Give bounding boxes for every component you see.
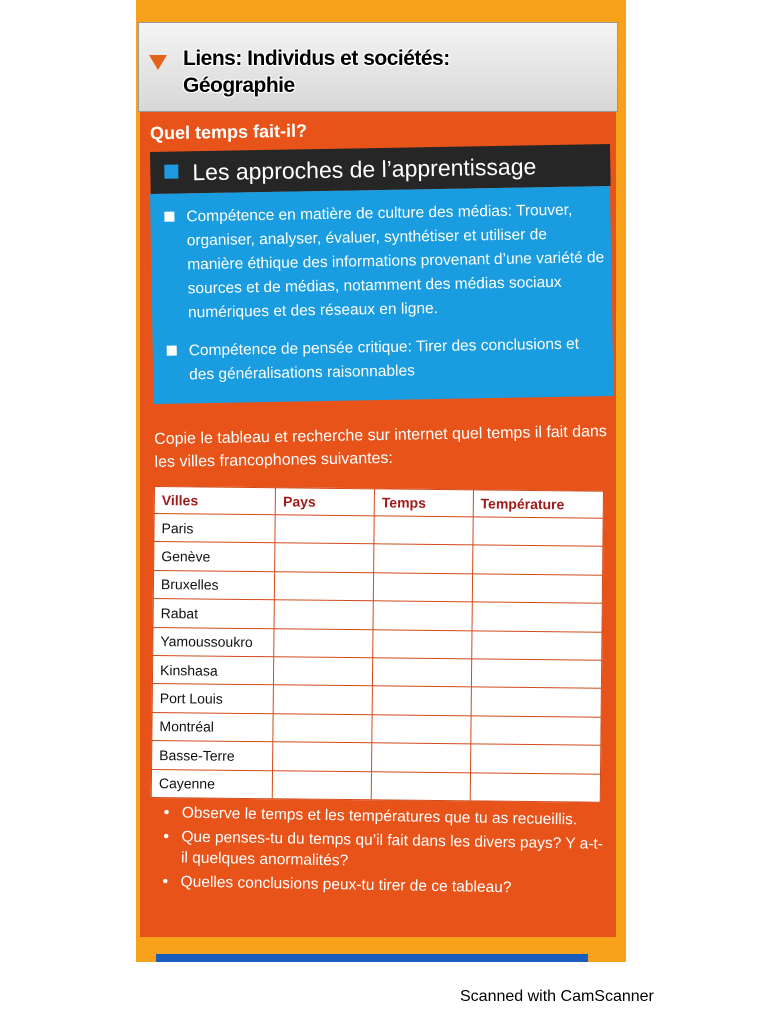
bullet-dot-icon: • — [162, 873, 169, 891]
city-cell: Bruxelles — [153, 570, 275, 600]
city-cell: Cayenne — [151, 769, 273, 799]
triangle-icon — [149, 55, 167, 70]
empty-cell — [275, 543, 374, 572]
empty-cell — [470, 772, 601, 802]
empty-cell — [373, 573, 472, 602]
empty-cell — [374, 544, 473, 573]
liens-banner — [138, 22, 618, 112]
square-icon — [164, 165, 178, 179]
empty-cell — [372, 686, 471, 715]
approches-box — [150, 186, 614, 404]
question-text: Quelles conclusions peux-tu tirer de ce tableau? — [180, 873, 512, 897]
textbook-page — [136, 0, 626, 962]
empty-cell — [274, 600, 373, 629]
column-header: Villes — [154, 487, 275, 515]
approche-item — [167, 332, 608, 388]
bullet-square-icon — [167, 346, 177, 356]
empty-cell — [275, 572, 374, 601]
empty-cell — [273, 713, 372, 742]
empty-cell — [273, 685, 372, 714]
column-header: Pays — [275, 488, 374, 516]
city-cell: Kinshasa — [152, 655, 274, 685]
approche-item — [164, 198, 606, 326]
approche-item-text: Compétence en matière de culture des médias: Trouver, organiser, analyser, évaluer, synthétiser et utiliser de manière éthique des informations provenant d’une variété de sources et de médias, notamment des médias sociaux numériques et des réseaux en ligne. — [186, 201, 605, 322]
empty-cell — [272, 770, 371, 800]
bullet-square-icon — [164, 212, 174, 222]
column-header: Temps — [374, 489, 473, 517]
approches-title: Les approches de l’apprentissage — [192, 153, 537, 186]
empty-cell — [275, 515, 374, 544]
empty-cell — [471, 687, 602, 717]
empty-cell — [471, 630, 602, 660]
empty-cell — [472, 545, 603, 575]
activity-title: Quel temps fait-il? — [149, 120, 308, 144]
empty-cell — [472, 574, 603, 604]
city-cell: Port Louis — [152, 684, 274, 714]
question-text: Que penses-tu du temps qu’il fait dans les divers pays? Y a-t-il quelques anormalités? — [180, 828, 604, 870]
question-item — [153, 826, 610, 876]
liens-line-2: Géographie — [183, 74, 295, 97]
bullet-dot-icon: • — [163, 804, 170, 822]
empty-cell — [372, 658, 471, 687]
table-row — [151, 769, 600, 802]
empty-cell — [371, 771, 470, 801]
approche-item-text: Compétence de pensée critique: Tirer des conclusions et des généralisations raisonnables — [188, 335, 580, 384]
question-list — [152, 802, 610, 942]
city-cell: Yamoussoukro — [153, 627, 275, 657]
liens-line-1: Liens: Individus et sociétés: — [183, 47, 450, 70]
empty-cell — [473, 517, 604, 547]
empty-cell — [274, 657, 373, 686]
liens-heading — [183, 45, 450, 99]
empty-cell — [471, 716, 602, 746]
empty-cell — [471, 659, 602, 689]
question-text: Observe le temps et les températures que tu as recueillis. — [181, 804, 578, 829]
page-bottom-strip — [156, 954, 588, 962]
empty-cell — [472, 602, 603, 632]
empty-cell — [470, 744, 601, 774]
empty-cell — [373, 629, 472, 658]
question-item — [152, 871, 608, 900]
empty-cell — [372, 715, 471, 744]
bullet-dot-icon: • — [163, 828, 169, 846]
instruction-text: Copie le tableau et recherche sur internet quel temps il fait dans les villes francophones suivantes: — [154, 423, 607, 471]
empty-cell — [273, 742, 372, 771]
empty-cell — [374, 516, 473, 545]
weather-table-wrapper — [151, 486, 604, 803]
empty-cell — [373, 601, 472, 630]
scanner-watermark: Scanned with CamScanner — [460, 988, 654, 1005]
city-cell: Montréal — [152, 712, 274, 742]
empty-cell — [372, 743, 471, 772]
weather-table — [151, 486, 604, 803]
city-cell: Basse-Terre — [152, 741, 274, 771]
city-cell: Paris — [154, 514, 276, 544]
city-cell: Rabat — [153, 599, 275, 629]
activity-panel — [140, 112, 616, 937]
column-header: Température — [473, 490, 604, 518]
city-cell: Genève — [154, 542, 276, 572]
empty-cell — [274, 628, 373, 657]
